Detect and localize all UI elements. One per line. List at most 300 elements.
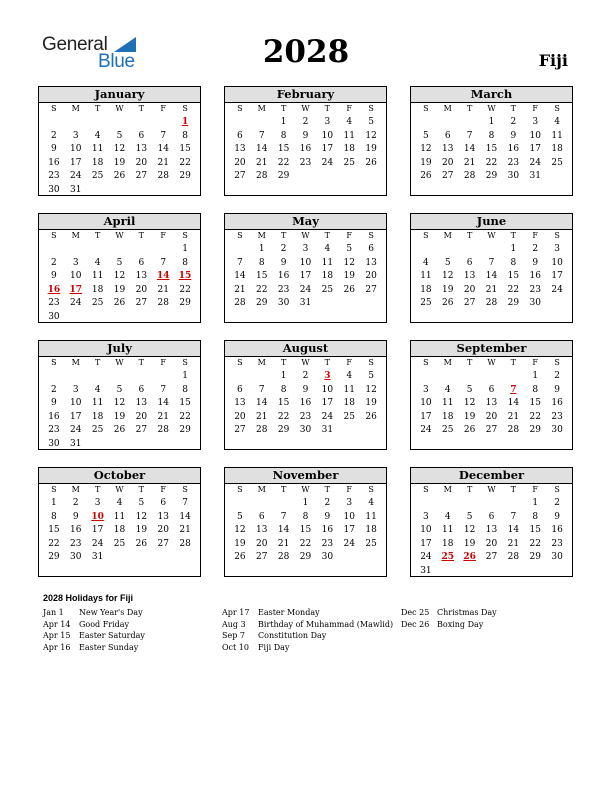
day-cell: 14 [179,511,191,522]
day-cell: 16 [507,144,520,155]
day-grid [225,115,386,184]
day-cell: 19 [234,538,246,549]
day-cell: 4 [116,498,123,508]
weekday-header-row [225,103,386,115]
holiday-column [222,607,393,653]
day-cell: 19 [113,411,126,422]
day-cell: 22 [507,284,520,295]
day-cell: 17 [299,271,312,282]
day-cell: 16 [321,525,334,536]
weekday-header: F [532,231,538,240]
day-cell: 13 [442,144,454,155]
weekday-header: T [280,485,287,494]
day-grid [411,496,572,579]
weekday-header: S [554,485,560,494]
day-cell: 17 [529,144,541,155]
month-june [410,213,573,323]
day-cell: 15 [507,271,520,282]
day-cell: 24 [420,425,432,436]
weekday-header: T [510,358,517,367]
day-cell: 24 [321,411,334,422]
day-cell: 6 [258,511,265,522]
weekday-header: F [346,485,352,494]
day-cell: 22 [48,538,60,549]
day-cell: 3 [72,257,79,268]
day-cell: 5 [346,244,353,254]
day-cell: 14 [256,144,268,155]
day-cell: 27 [135,171,148,182]
day-cell: 10 [299,257,312,268]
month-title: April [39,214,200,230]
day-cell: 27 [485,425,498,436]
day-cell: 18 [420,284,432,295]
weekday-header: S [423,485,429,494]
day-cell: 8 [532,384,539,395]
weekday-header-row [411,103,572,115]
day-cell: 27 [365,284,377,295]
day-cell: 5 [368,371,374,381]
day-cell: 19 [113,284,126,295]
day-cell: 17 [420,411,432,422]
day-cell: 12 [463,398,476,409]
day-cell: 4 [324,244,331,254]
day-cell: 8 [280,384,287,395]
weekday-header: M [71,358,80,367]
weekday-header: M [443,104,452,113]
day-cell: 1 [302,498,309,508]
day-cell: 18 [91,284,104,295]
day-cell: 27 [234,425,246,436]
day-cell: 8 [510,257,517,268]
day-cell: 28 [157,298,169,309]
day-cell: 31 [91,552,104,563]
day-cell: 10 [321,130,334,141]
day-cell: 9 [554,511,560,522]
weekday-header: T [510,104,517,113]
day-cell: 13 [135,398,148,409]
day-cell: 25 [420,298,432,309]
day-cell: 16 [529,271,541,282]
day-cell: 12 [113,398,126,409]
holiday-row [222,607,393,619]
weekday-header: M [257,358,266,367]
day-cell: 11 [343,130,355,141]
day-cell: 6 [237,130,243,141]
empty-cell [459,116,481,130]
weekday-header: S [368,485,374,494]
empty-cell [251,370,273,384]
weekday-header: S [51,104,57,113]
empty-cell [87,243,109,257]
day-cell: 20 [463,284,476,295]
day-cell: 29 [277,171,290,182]
day-cell: 1 [280,371,287,381]
day-cell: 4 [444,384,451,395]
holiday-date: Oct 10 [222,642,249,652]
day-cell: 1 [488,117,495,127]
empty-cell [415,243,437,257]
day-cell: 8 [182,257,188,268]
day-cell: 23 [299,157,312,168]
day-cell: 5 [116,257,123,268]
day-cell: 12 [442,271,454,282]
day-cell: 29 [507,298,520,309]
day-cell: 9 [302,130,309,141]
day-cell: 14 [485,271,498,282]
weekday-header: S [554,231,560,240]
day-cell: 19 [463,538,476,549]
holiday-name: Boxing Day [437,619,484,629]
month-december [410,467,573,577]
day-cell: 30 [529,298,541,309]
month-may [224,213,387,323]
empty-cell [459,497,481,511]
empty-cell [65,116,87,130]
day-cell: 9 [51,271,57,282]
weekday-header: M [443,231,452,240]
day-cell: 11 [321,257,334,268]
day-cell: 10 [420,398,432,409]
weekday-header: F [532,485,538,494]
weekday-header: M [257,104,266,113]
day-cell: 30 [48,311,60,322]
empty-cell [415,116,437,130]
day-cell: 26 [234,552,246,563]
day-cell: 9 [324,511,331,522]
weekday-header: T [280,358,287,367]
day-cell: 29 [179,425,191,436]
day-cell: 13 [365,257,377,268]
empty-cell [502,370,524,384]
holiday-day-cell: 14 [156,271,170,282]
day-cell: 3 [423,511,429,522]
weekday-header: M [257,485,266,494]
day-cell: 24 [321,157,334,168]
day-cell: 30 [551,552,563,563]
month-title: July [39,341,200,357]
day-cell: 7 [182,498,188,508]
holiday-date: Apr 17 [222,608,250,617]
holidays-title: 2028 Holidays for Fiji [43,593,134,603]
day-cell: 4 [94,130,101,141]
day-cell: 5 [368,117,374,127]
day-grid [39,369,200,452]
day-cell: 6 [466,257,473,268]
day-cell: 25 [91,298,104,309]
day-cell: 11 [420,271,432,282]
day-cell: 28 [234,298,246,309]
weekday-header: M [443,358,452,367]
day-cell: 16 [551,525,563,536]
day-cell: 8 [51,511,57,522]
day-cell: 16 [277,271,290,282]
day-cell: 23 [321,538,334,549]
day-cell: 20 [256,538,268,549]
day-cell: 14 [507,525,520,536]
weekday-header-row [225,484,386,496]
day-cell: 30 [70,552,82,563]
holiday-row [222,619,393,631]
day-cell: 20 [365,271,377,282]
day-cell: 26 [113,171,126,182]
day-grid [39,242,200,325]
day-cell: 27 [234,171,246,182]
day-cell: 23 [48,425,60,436]
day-cell: 6 [138,257,145,268]
day-grid [225,242,386,311]
day-cell: 24 [70,298,82,309]
holiday-name: Christmas Day [437,608,497,617]
month-november [224,467,387,577]
day-cell: 14 [256,398,268,409]
empty-cell [65,243,87,257]
day-cell: 18 [321,271,334,282]
day-cell: 8 [280,130,287,141]
day-cell: 18 [442,411,454,422]
day-cell: 14 [234,271,246,282]
day-cell: 9 [532,257,539,268]
weekday-header: T [94,358,101,367]
day-cell: 29 [529,552,541,563]
holiday-name: Easter Sunday [79,642,139,652]
day-cell: 21 [234,284,246,295]
empty-cell [251,497,273,511]
day-cell: 8 [182,384,188,395]
day-cell: 7 [160,384,167,395]
day-cell: 20 [485,411,498,422]
day-cell: 2 [532,244,539,254]
day-cell: 31 [529,171,541,182]
month-title: December [411,468,572,484]
logo-word-general: General [42,34,108,55]
day-cell: 22 [485,157,498,168]
day-cell: 3 [72,384,79,395]
weekday-header: S [423,358,429,367]
weekday-header: S [423,104,429,113]
day-cell: 7 [237,257,243,268]
day-cell: 8 [532,511,539,522]
weekday-header: W [115,231,124,240]
day-cell: 26 [463,425,476,436]
weekday-header: T [466,104,473,113]
day-cell: 6 [368,244,374,254]
day-cell: 7 [466,130,473,141]
day-cell: 25 [343,411,355,422]
day-cell: 12 [420,144,432,155]
day-cell: 12 [113,271,126,282]
day-cell: 22 [529,538,541,549]
weekday-header: S [51,231,57,240]
day-cell: 24 [70,425,82,436]
day-cell: 12 [234,525,246,536]
weekday-header: F [346,358,352,367]
day-cell: 27 [485,552,498,563]
month-title: January [39,87,200,103]
holiday-row [222,630,393,642]
weekday-header: M [71,231,80,240]
day-cell: 1 [51,498,57,508]
day-cell: 17 [321,398,334,409]
weekday-header: S [237,358,243,367]
day-cell: 10 [70,271,82,282]
empty-cell [130,243,152,257]
weekday-header: M [71,485,80,494]
day-cell: 14 [157,144,169,155]
day-cell: 21 [485,284,498,295]
day-cell: 13 [485,525,498,536]
day-cell: 21 [179,525,191,536]
day-cell: 26 [113,298,126,309]
day-cell: 4 [94,384,101,395]
day-cell: 30 [551,425,563,436]
day-cell: 3 [346,498,353,508]
weekday-header: S [237,104,243,113]
holiday-name: Fiji Day [258,642,290,652]
holiday-day-cell: 10 [91,511,104,522]
month-october [38,467,201,577]
month-title: September [411,341,572,357]
weekday-header: S [51,358,57,367]
day-cell: 30 [48,184,60,195]
day-cell: 20 [442,157,454,168]
day-cell: 11 [343,384,355,395]
day-cell: 11 [442,525,454,536]
weekday-header: W [301,358,310,367]
holiday-row [43,619,145,631]
day-cell: 15 [256,271,268,282]
weekday-header: S [182,485,188,494]
day-cell: 21 [507,411,520,422]
day-cell: 28 [463,171,476,182]
empty-cell [87,116,109,130]
day-cell: 25 [321,284,334,295]
empty-cell [87,370,109,384]
day-cell: 19 [135,525,148,536]
day-cell: 17 [420,538,432,549]
logo-word-blue: Blue [98,51,135,72]
day-cell: 26 [442,298,454,309]
day-cell: 9 [554,384,560,395]
day-cell: 6 [237,384,243,395]
weekday-header: M [257,231,266,240]
weekday-header: F [346,231,352,240]
day-cell: 10 [321,384,334,395]
day-cell: 25 [343,157,355,168]
day-cell: 21 [277,538,290,549]
day-cell: 12 [365,384,377,395]
holiday-date: Sep 7 [222,631,245,640]
weekday-header: F [160,104,166,113]
holiday-row [43,607,145,619]
day-cell: 5 [466,511,473,522]
weekday-header: T [324,358,331,367]
weekday-header-row [39,357,200,369]
month-title: May [225,214,386,230]
day-cell: 11 [365,511,377,522]
day-cell: 27 [463,298,476,309]
day-cell: 6 [488,511,495,522]
day-cell: 23 [507,157,520,168]
weekday-header: S [368,231,374,240]
weekday-header: F [532,104,538,113]
weekday-header: W [301,231,310,240]
day-cell: 6 [160,498,167,508]
weekday-header: S [423,231,429,240]
day-cell: 13 [234,398,246,409]
day-cell: 19 [365,398,377,409]
day-cell: 11 [551,130,563,141]
day-cell: 9 [51,398,57,409]
day-cell: 13 [256,525,268,536]
day-grid [39,496,200,565]
weekday-header: T [138,358,145,367]
day-cell: 18 [442,538,454,549]
day-cell: 29 [179,171,191,182]
empty-cell [502,497,524,511]
holiday-row [43,642,145,654]
weekday-header: W [301,104,310,113]
day-cell: 24 [343,538,355,549]
day-cell: 3 [554,244,560,254]
day-cell: 10 [70,398,82,409]
day-cell: 13 [234,144,246,155]
day-cell: 5 [237,511,243,522]
weekday-header: T [324,485,331,494]
weekday-header: T [324,104,331,113]
day-cell: 5 [466,384,473,395]
day-cell: 29 [529,425,541,436]
day-cell: 14 [157,398,169,409]
day-cell: 3 [94,498,101,508]
day-cell: 21 [463,157,476,168]
day-cell: 21 [256,411,268,422]
day-cell: 23 [551,411,563,422]
day-cell: 31 [420,565,432,576]
day-cell: 7 [160,130,167,141]
holiday-date: Apr 15 [43,631,71,640]
day-grid [225,496,386,565]
empty-cell [109,116,131,130]
day-cell: 5 [444,257,451,268]
day-cell: 3 [302,244,309,254]
weekday-header: T [138,104,145,113]
day-cell: 12 [113,144,126,155]
empty-cell [459,370,481,384]
day-cell: 4 [554,117,560,127]
day-cell: 24 [529,157,541,168]
day-cell: 12 [135,511,148,522]
holiday-row [222,642,393,654]
day-cell: 2 [302,117,309,127]
empty-cell [437,497,459,511]
weekday-header-row [225,357,386,369]
day-cell: 2 [554,371,560,381]
day-cell: 28 [179,538,191,549]
weekday-header-row [411,484,572,496]
weekday-header: F [160,231,166,240]
day-cell: 3 [72,130,79,141]
day-cell: 4 [423,257,429,268]
empty-cell [130,370,152,384]
day-cell: 1 [532,498,539,508]
day-cell: 13 [485,398,498,409]
holiday-day-cell: 17 [69,284,83,295]
day-cell: 17 [91,525,104,536]
day-cell: 12 [365,130,377,141]
weekday-header: T [94,485,101,494]
day-cell: 25 [91,171,104,182]
day-grid [411,115,572,184]
